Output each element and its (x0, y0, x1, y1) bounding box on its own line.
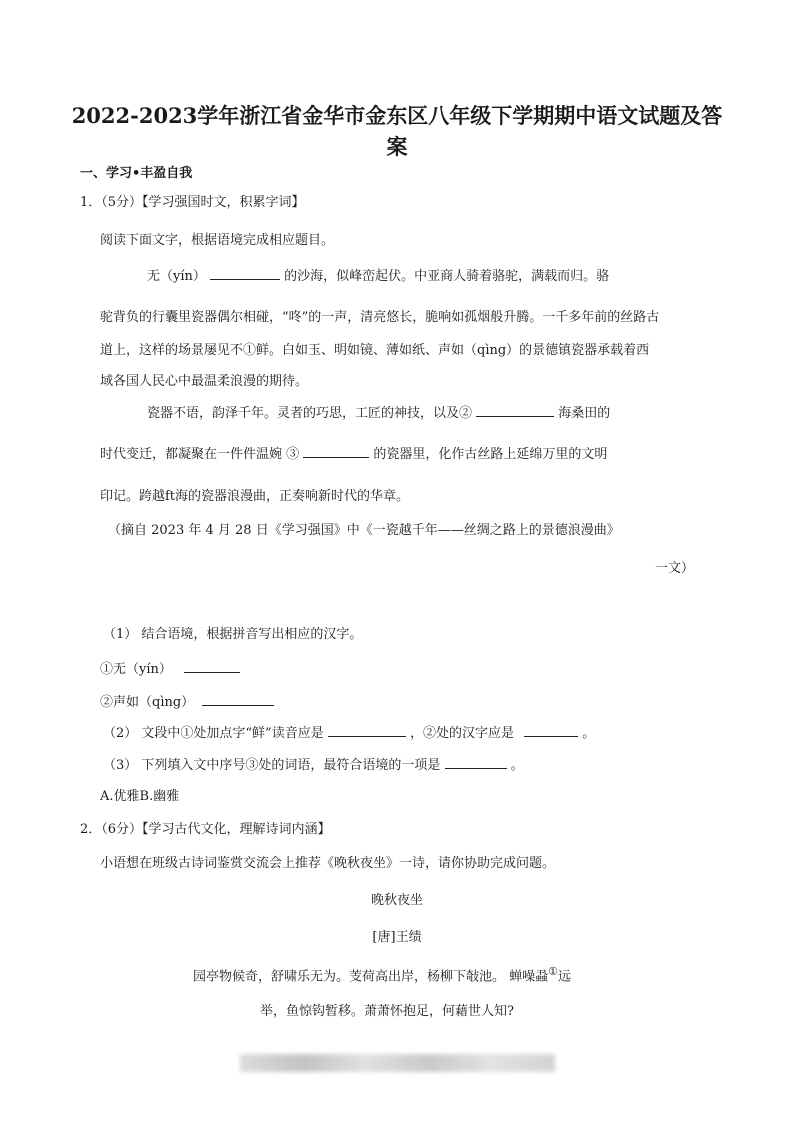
sub-question-text: （3） 下列填入文中序号③处的词语，最符合语境的一项是 (103, 758, 441, 773)
sub-question-text: 。 (510, 758, 524, 773)
passage-text: 的沙海，似峰峦起伏。中亚商人骑着骆驼，满载而归。骆 (284, 269, 610, 284)
answer-options: A.优雅B.幽雅 (100, 789, 180, 804)
poem-author: [唐]王绩 (372, 930, 422, 945)
sub-question-text: ，②处的汉字应是 (409, 726, 514, 741)
answer-blank[interactable] (524, 723, 578, 737)
answer-blank[interactable] (328, 723, 406, 737)
sub-question-1: （1） 结合语境，根据拼音写出相应的汉字。 (103, 627, 363, 642)
passage-line: 驼背负的行囊里瓷器偶尔相碰，“咚”的一声，清亮悠长，脆响如孤烟般升腾。一千多年前的丝路古 (100, 310, 660, 325)
answer-blank[interactable] (445, 755, 507, 769)
sub-question-text: （2） 文段中①处加点字“鲜”读音应是 (103, 726, 324, 741)
question-2-heading: 2．（6分）【学习古代文化，理解诗词内涵】 (80, 822, 331, 837)
answer-blank[interactable] (202, 692, 274, 706)
passage-text: 海桑田的 (558, 406, 611, 421)
passage-text: 无（yín） (147, 269, 206, 284)
passage-line: 域各国人民心中最温柔浪漫的期待。 (100, 374, 309, 389)
answer-blank[interactable] (303, 444, 369, 458)
passage-line: 印记。跨越ft海的瓷器浪漫曲，正奏响新时代的华章。 (100, 489, 410, 504)
blurred-footer (240, 1054, 555, 1072)
sub-question-text: ②声如（qìng） (100, 695, 195, 710)
answer-blank[interactable] (184, 659, 240, 673)
sub-question-1a (100, 658, 240, 677)
poem-line: 举，鱼惊钩暂移。萧萧怀抱足，何藉世人知? (260, 1004, 514, 1019)
source-citation: 一文） (655, 561, 695, 576)
question-1-heading: 1．（5分）【学习强国时文，积累字词】 (80, 195, 305, 210)
sub-question-1b (100, 691, 274, 710)
passage-line: 道上，这样的场景屡见不①鲜。白如玉、明如镜、薄如纸、声如（qìng）的景德镇瓷器承载着西 (100, 343, 650, 358)
page-title: 2022-2023学年浙江省金华市金东区八年级下学期期中语文试题及答案 (71, 103, 723, 159)
poem-text: 园亭物候奇，舒啸乐无为。芰荷高出岸，杨柳下敧池。 蝉噪蝨 (193, 969, 549, 985)
passage-text: 的瓷器里，化作古丝路上延绵万里的文明 (373, 447, 608, 462)
sub-question-text: 。 (582, 726, 596, 741)
answer-blank[interactable] (476, 403, 554, 417)
sub-question-2 (103, 722, 595, 741)
passage-line (100, 443, 607, 462)
poem-title: 晚秋夜坐 (370, 893, 423, 908)
passage-line (147, 402, 610, 421)
sub-question-text: ①无（yín） (100, 662, 172, 677)
passage-text: 时代变迁，都凝聚在一件件温婉 ③ (100, 447, 300, 462)
answer-blank[interactable] (210, 266, 280, 280)
passage-line (147, 265, 609, 284)
section-heading: 一、学习•丰盈自我 (80, 166, 193, 181)
passage-text: 瓷器不语，韵泽千年。灵者的巧思，工匠的神技，以及② (147, 406, 473, 421)
poem-text: 远 (558, 969, 572, 985)
source-citation: （摘自 2023 年 4 月 28 日《学习强国》中《一瓷越千年——丝绸之路上的景德浪漫曲》 (108, 523, 620, 538)
sub-question-3 (103, 754, 524, 773)
question-1-intro: 阅读下面文字，根据语境完成相应题目。 (100, 233, 335, 248)
question-2-intro: 小语想在班级古诗词鉴赏交流会上推荐《晚秋夜坐》一诗，请你协助完成问题。 (100, 856, 556, 871)
footnote-marker: ① (548, 965, 559, 978)
poem-line (193, 965, 571, 984)
